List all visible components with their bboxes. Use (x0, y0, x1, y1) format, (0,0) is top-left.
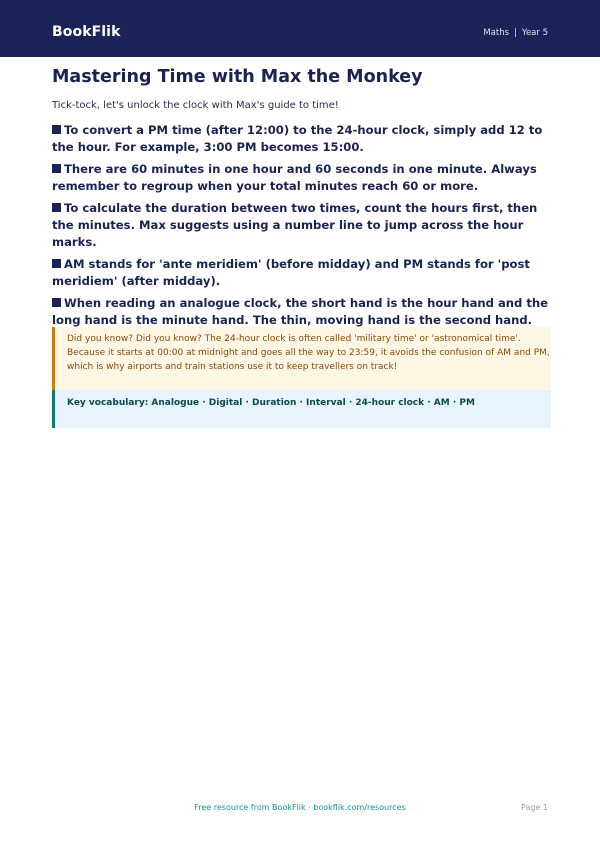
page-number: Page 1 (521, 803, 548, 812)
key-point (52, 295, 552, 329)
key-point-text: To calculate the duration between two times, count the hours first, then the minutes. Max suggests using a number line to jump across the hour marks. (52, 201, 538, 249)
key-point (52, 122, 552, 156)
key-point-text: To convert a PM time (after 12:00) to the 24-hour clock, simply add 12 to the hour. For example, 3:00 PM becomes 15:00. (52, 123, 543, 154)
key-point (52, 256, 552, 290)
did-you-know-callout: Did you know? Did you know? The 24-hour clock is often called 'military time' or 'astronomical time'. Because it starts at 00:00 at midnight and goes all the way to 23:59, it avoids the confusion of AM and PM, which is why airports and train stations use it to keep travellers on track! (52, 327, 551, 390)
header-meta (483, 28, 548, 39)
brand-logo[interactable]: BookFlik (52, 24, 121, 40)
square-bullet-icon (52, 298, 61, 307)
year-label: Year 5 (521, 28, 548, 38)
key-point (52, 200, 552, 251)
square-bullet-icon (52, 259, 61, 268)
page-title: Mastering Time with Max the Monkey (52, 67, 423, 87)
subject-label: Maths (483, 28, 510, 38)
intro-text: Tick-tock, let's unlock the clock with Max's guide to time! (52, 100, 339, 111)
page-header (0, 0, 600, 57)
key-point-text: When reading an analogue clock, the short hand is the hour hand and the long hand is the minute hand. The thin, moving hand is the second hand. (52, 296, 549, 327)
key-point-text: There are 60 minutes in one hour and 60 seconds in one minute. Always remember to regroup when your total minutes reach 60 or more. (52, 162, 537, 193)
key-points-list (52, 122, 552, 334)
key-point (52, 161, 552, 195)
key-point-text: AM stands for 'ante meridiem' (before midday) and PM stands for 'post meridiem' (after midday). (52, 257, 530, 288)
key-vocabulary-box: Key vocabulary: Analogue · Digital · Duration · Interval · 24-hour clock · AM · PM (52, 390, 551, 428)
footer-resource-link[interactable]: Free resource from BookFlik · bookflik.com/resources (194, 803, 406, 812)
meta-separator: | (514, 28, 517, 38)
square-bullet-icon (52, 125, 61, 134)
square-bullet-icon (52, 164, 61, 173)
square-bullet-icon (52, 203, 61, 212)
